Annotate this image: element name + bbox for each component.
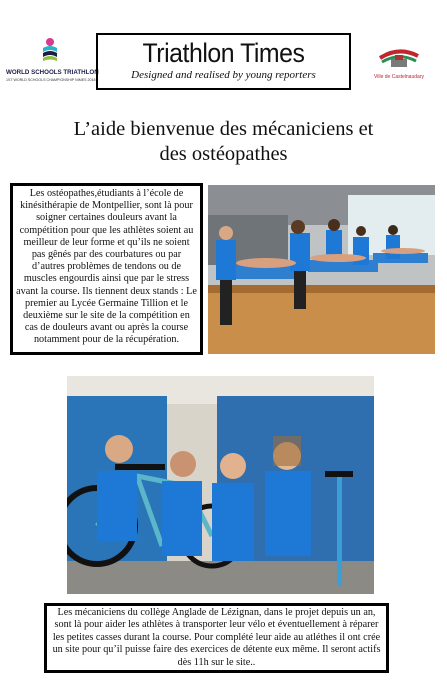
- world-schools-triathlon-logo: [6, 33, 99, 95]
- osteopaths-paragraph: Les ostéopathes,étudiants à l’école de kinésithérapie de Montpellier, sont là pour soigner certaines douleurs avant la compétition pour que les athlètes soient au meilleur de leur forme et qu’ils ne soient pas gênés par des courbatures ou par d’autres problèmes de tendons ou de muscles engourdis ainsi que par le stress avant la course. Ils tiennent deux stands : Le premier au Lycée Germaine Tillion et le deuxième sur le site de la compétition en cas de douleurs avant ou après la course notamment pour de la récupération.: [10, 183, 203, 355]
- triathlon-emblem-icon: [40, 37, 60, 63]
- logo-name: WORLD SCHOOLS TRIATHLON: [6, 69, 99, 76]
- newspaper-title: Triathlon Times: [142, 38, 305, 68]
- logo-tagline: 1ST WORLD SCHOOLS CHAMPIONSHIP NIMES 2018: [6, 78, 96, 82]
- town-name: Ville de Castelnaudary: [374, 74, 424, 80]
- newspaper-subtitle: Designed and realised by young reporters: [131, 69, 316, 81]
- headline-line-2: des ostéopathes: [159, 143, 288, 165]
- mechanics-paragraph: Les mécaniciens du collège Anglade de Lézignan, dans le projet depuis un an, sont là pour aider les athlètes à transporter leur vélo et éventuellement à réparer les petites casses durant la course. Pour complété leur aide au atléthes il ont crée un site pour qu’il puisse faire des exercices de détente eux même. Il seront actifs dès 11h sur le site..: [44, 603, 389, 673]
- castelnaudary-emblem-icon: [376, 44, 422, 72]
- headline-line-1: L’aide bienvenue des mécaniciens et: [73, 118, 374, 140]
- article-headline: [20, 117, 427, 167]
- newspaper-masthead: [96, 33, 351, 90]
- castelnaudary-logo: [362, 38, 436, 90]
- osteopaths-photo: [208, 185, 435, 354]
- mechanics-photo: [67, 376, 374, 594]
